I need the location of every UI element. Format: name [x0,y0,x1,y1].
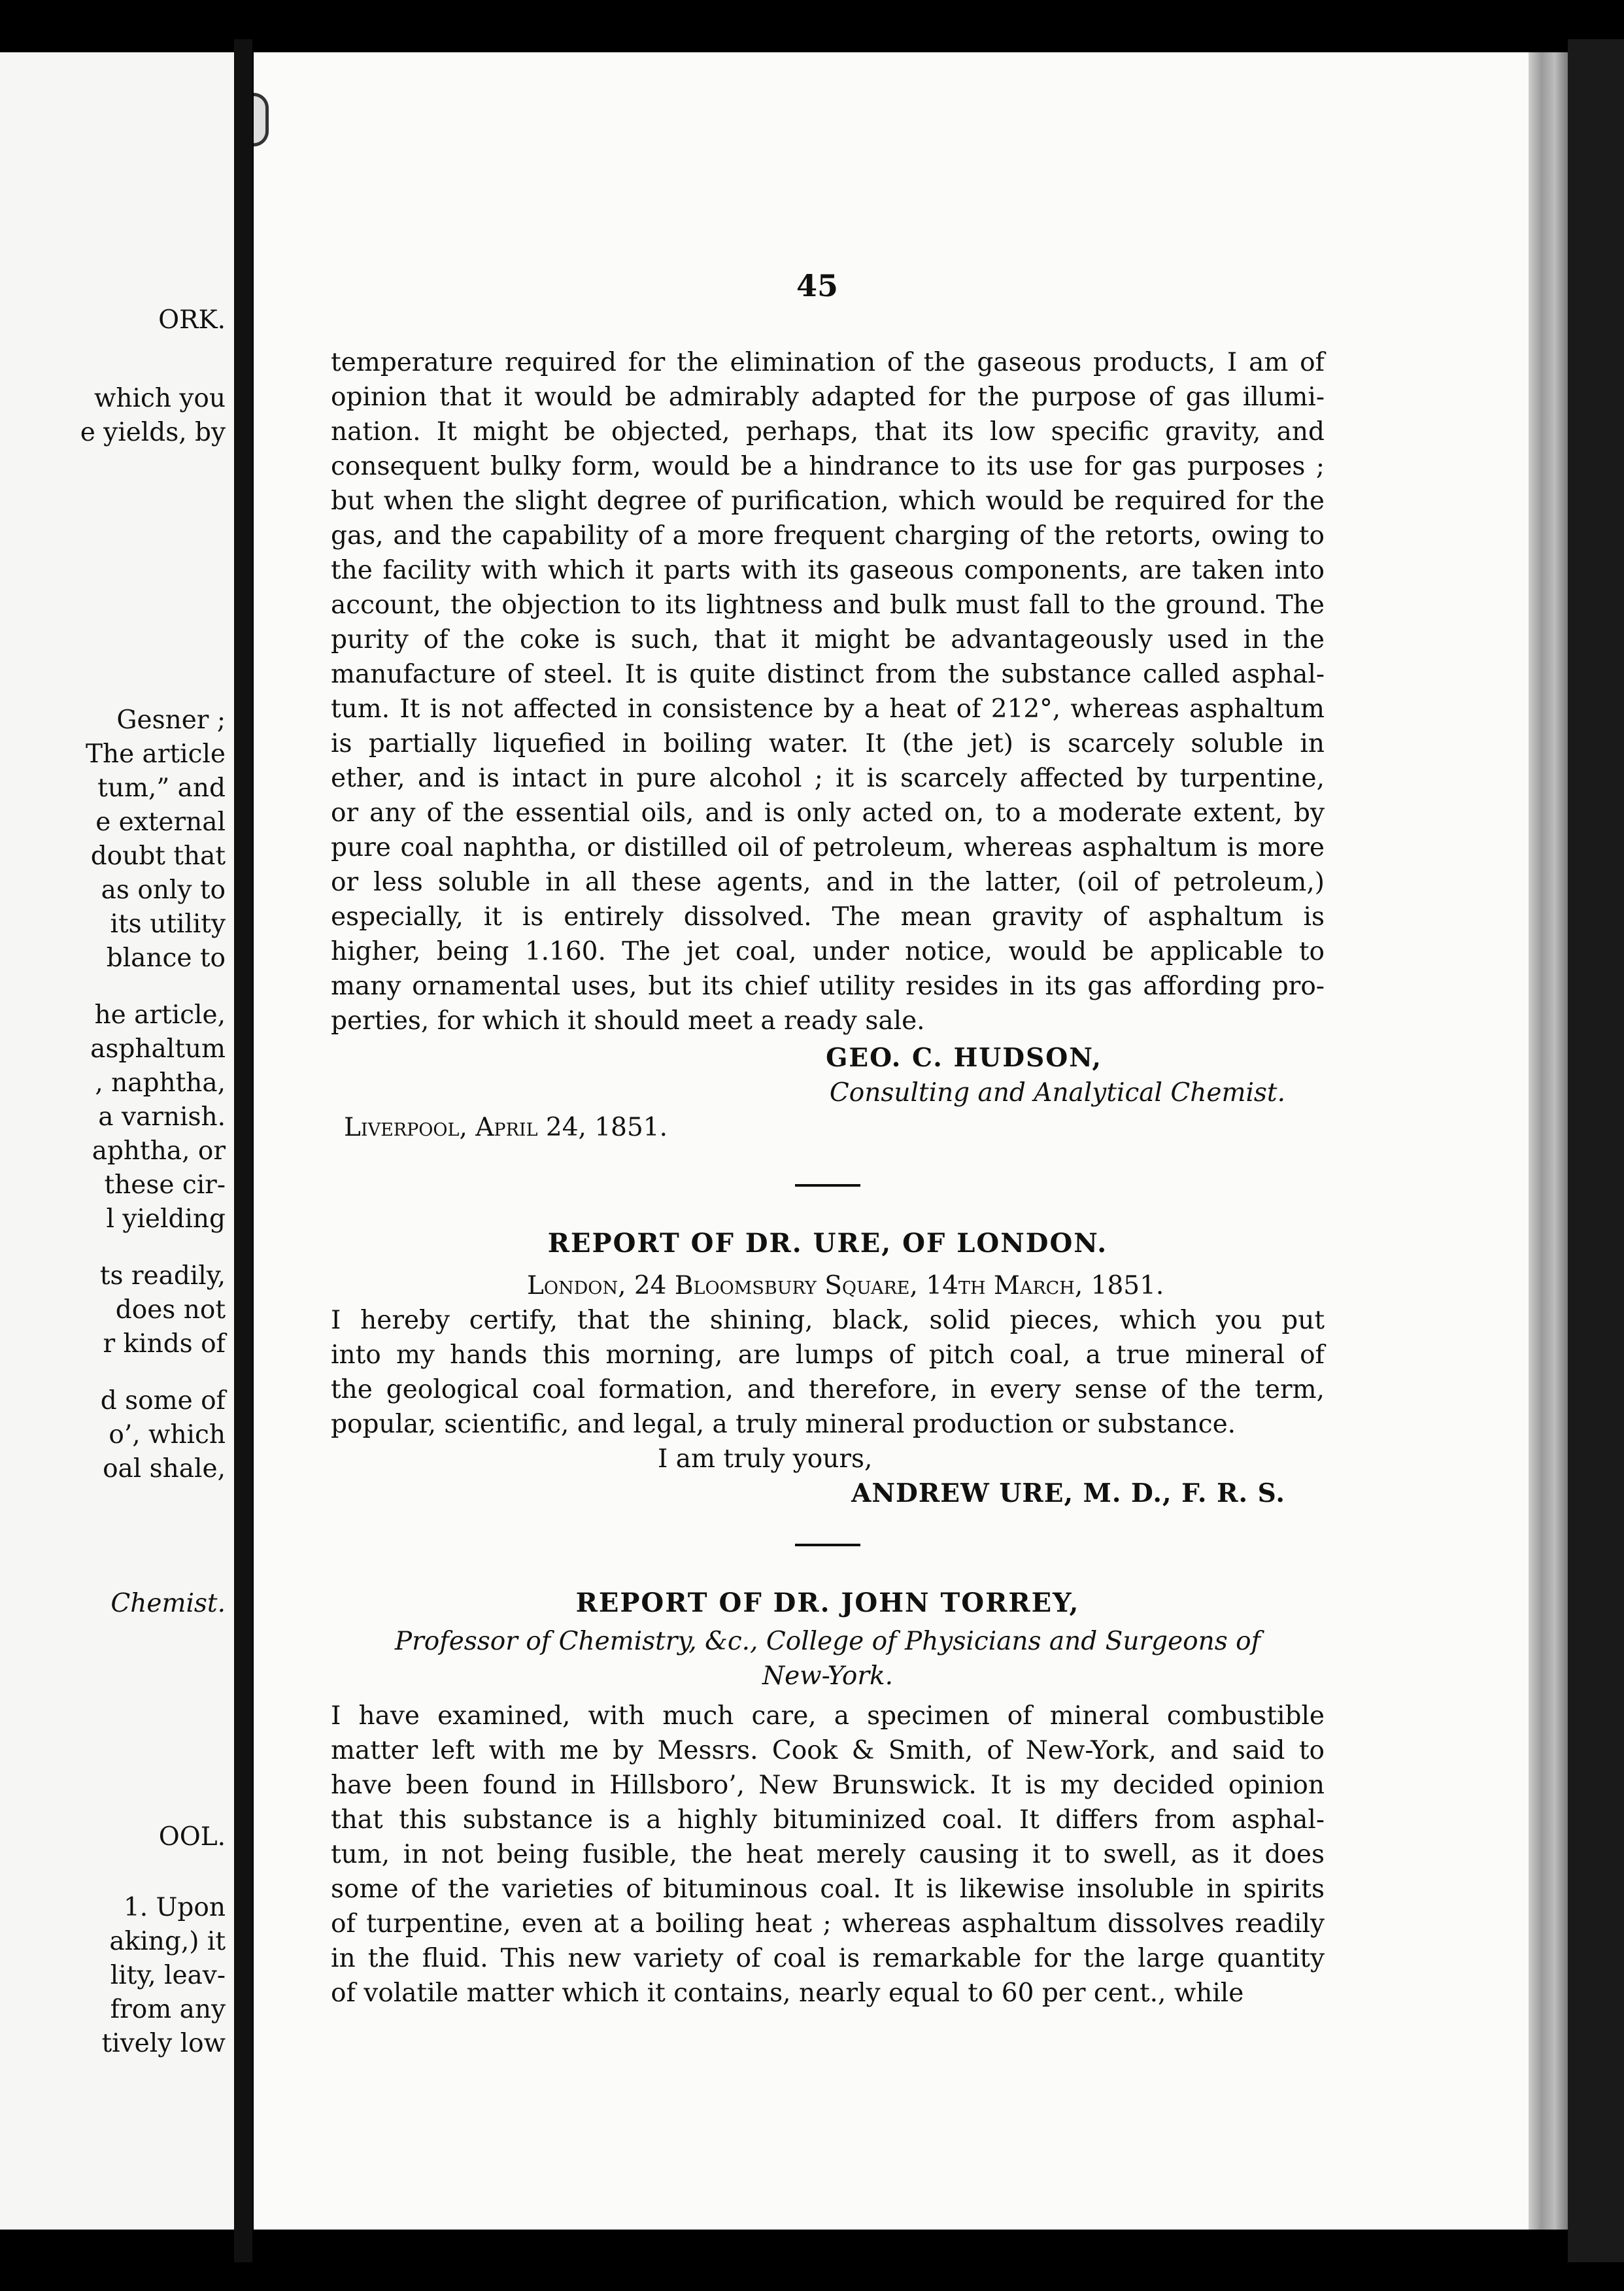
left-page-text-fragment: Chemist. [110,1589,226,1618]
left-page-text-fragment: r kinds of [103,1329,226,1359]
text-line: perties, for which it should meet a ready sale. [331,1006,925,1036]
text-line: some of the varieties of bituminous coal. It is likewise insoluble in spirits [331,1875,1325,1904]
book-gutter [234,39,252,2262]
text-line: or less soluble in all these agents, and in the latter, (oil of petroleum,) [331,868,1325,897]
left-page-text-fragment: from any [110,1995,226,2024]
text-line: but when the slight degree of purification, which would be required for the [331,486,1325,516]
text-line: that this substance is a highly bituminized coal. It differs from asphal- [331,1805,1325,1835]
text-line: opinion that it would be admirably adapted for the purpose of gas illumi- [331,382,1325,412]
left-page-text-fragment: doubt that [90,841,226,871]
hudson-signature: GEO. C. HUDSON, [826,1043,1102,1073]
text-line: I have examined, with much care, a specimen of mineral combustible [331,1701,1325,1731]
torrey-subheading: Professor of Chemistry, &c., College of Physicians and Surgeons of [394,1627,1261,1656]
left-page-text-fragment: ORK. [158,305,226,335]
left-page-text-fragment: he article, [94,1000,226,1030]
left-page-text-fragment: as only to [101,875,226,905]
ure-report-body [331,1303,1325,1442]
text-line: ether, and is intact in pure alcohol ; it is scarcely affected by turpentine, [331,764,1325,793]
text-line: purity of the coke is such, that it might be advantageously used in the [331,625,1325,654]
text-line: is partially liquefied in boiling water. It (the jet) is scarcely soluble in [331,729,1325,758]
text-line: have been found in Hillsboro’, New Brunswick. It is my decided opinion [331,1771,1325,1800]
text-line: into my hands this morning, are lumps of pitch coal, a true mineral of [331,1340,1325,1370]
left-page-text-fragment: e external [95,807,226,837]
left-page-text-fragment: its utility [110,909,226,939]
text-line: popular, scientific, and legal, a truly mineral production or substance. [331,1410,1236,1439]
torrey-subheading-cont: New-York. [762,1661,893,1691]
page [254,52,1529,2230]
left-page-text-fragment: OOL. [158,1822,226,1852]
left-page-text-fragment: Gesner ; [116,705,226,735]
left-page-text-fragment: which you [94,384,226,413]
hudson-title: Consulting and Analytical Chemist. [829,1078,1285,1108]
binding-hole [254,93,269,146]
left-page-text-fragment: 1. Upon [123,1893,226,1922]
left-page-text-fragment: a varnish. [98,1102,226,1132]
left-page-text-fragment: ts readily, [99,1261,226,1291]
left-page-text-fragment: e yields, by [80,418,226,447]
left-page-text-fragment: blance to [106,943,226,973]
torrey-report-heading: REPORT OF DR. JOHN TORREY, [575,1587,1080,1618]
left-page-text-fragment: The article [85,739,226,769]
ure-closing: I am truly yours, [658,1444,873,1474]
left-page-text-fragment: does not [115,1295,226,1325]
section-divider [795,1544,860,1546]
text-line: of volatile matter which it contains, nearly equal to 60 per cent., while [331,1978,1244,2008]
ure-dateline: London, 24 Bloomsbury Square, 14th March, 1851. [527,1271,1164,1300]
left-page-text-fragment: tum,” and [97,773,226,803]
text-line: account, the objection to its lightness and bulk must fall to the ground. The [331,590,1325,620]
text-line: or any of the essential oils, and is only acted on, to a moderate extent, by [331,798,1325,828]
left-page-text-fragment: aking,) it [109,1927,226,1956]
text-line: consequent bulky form, would be a hindrance to its use for gas purposes ; [331,452,1325,481]
page-content [331,345,1325,2011]
left-page-text-fragment: lity, leav- [110,1961,226,1990]
torrey-report-body [331,1699,1325,2011]
text-line: pure coal naphtha, or distilled oil of petroleum, whereas asphaltum is more [331,833,1325,862]
text-line: the geological coal formation, and therefore, in every sense of the term, [331,1375,1325,1404]
text-line: tum, in not being fusible, the heat merely causing it to swell, as it does [331,1840,1325,1869]
page-edge [1529,52,1568,2230]
hudson-place-date: Liverpool, April 24, 1851. [344,1113,668,1142]
left-page-text-fragment: d some of [100,1386,226,1416]
text-line: matter left with me by Messrs. Cook & Smith, of New-York, and said to [331,1736,1325,1765]
previous-page-fragment [0,52,237,2230]
text-line: tum. It is not affected in consistence by a heat of 212°, whereas asphaltum [331,694,1325,724]
left-page-text-fragment: , naphtha, [95,1068,226,1098]
left-page-text-fragment: tively low [101,2029,226,2058]
left-page-text-fragment: o’, which [109,1420,226,1450]
left-page-text-fragment: oal shale, [103,1454,226,1484]
ure-report-heading: REPORT OF DR. URE, OF LONDON. [547,1228,1108,1259]
text-line: gas, and the capability of a more frequent charging of the retorts, owing to [331,521,1325,551]
hudson-report-body [331,345,1325,1038]
page-number: 45 [796,268,839,303]
text-line: in the fluid. This new variety of coal is remarkable for the large quantity [331,1944,1325,1973]
left-page-text-fragment: l yielding [106,1204,226,1234]
section-divider [795,1184,860,1187]
text-line: I hereby certify, that the shining, black, solid pieces, which you put [331,1306,1325,1335]
text-line: temperature required for the elimination of the gaseous products, I am of [331,348,1325,377]
left-page-text-fragment: aphtha, or [92,1136,226,1166]
text-line: higher, being 1.160. The jet coal, under notice, would be applicable to [331,937,1325,966]
text-line: especially, it is entirely dissolved. The mean gravity of asphaltum is [331,902,1325,932]
text-line: the facility with which it parts with its gaseous components, are taken into [331,556,1325,585]
text-line: nation. It might be objected, perhaps, that its low specific gravity, and [331,417,1325,447]
text-line: many ornamental uses, but its chief utility resides in its gas affording pro- [331,972,1325,1001]
text-line: manufacture of steel. It is quite distinct from the substance called asphal- [331,660,1325,689]
page-edge-shadow [1568,39,1624,2262]
ure-signature: ANDREW URE, M. D., F. R. S. [851,1478,1285,1508]
left-page-text-fragment: these cir- [104,1170,226,1200]
left-page-text-fragment: asphaltum [90,1034,226,1064]
text-line: of turpentine, even at a boiling heat ; whereas asphaltum dissolves readily [331,1909,1325,1939]
